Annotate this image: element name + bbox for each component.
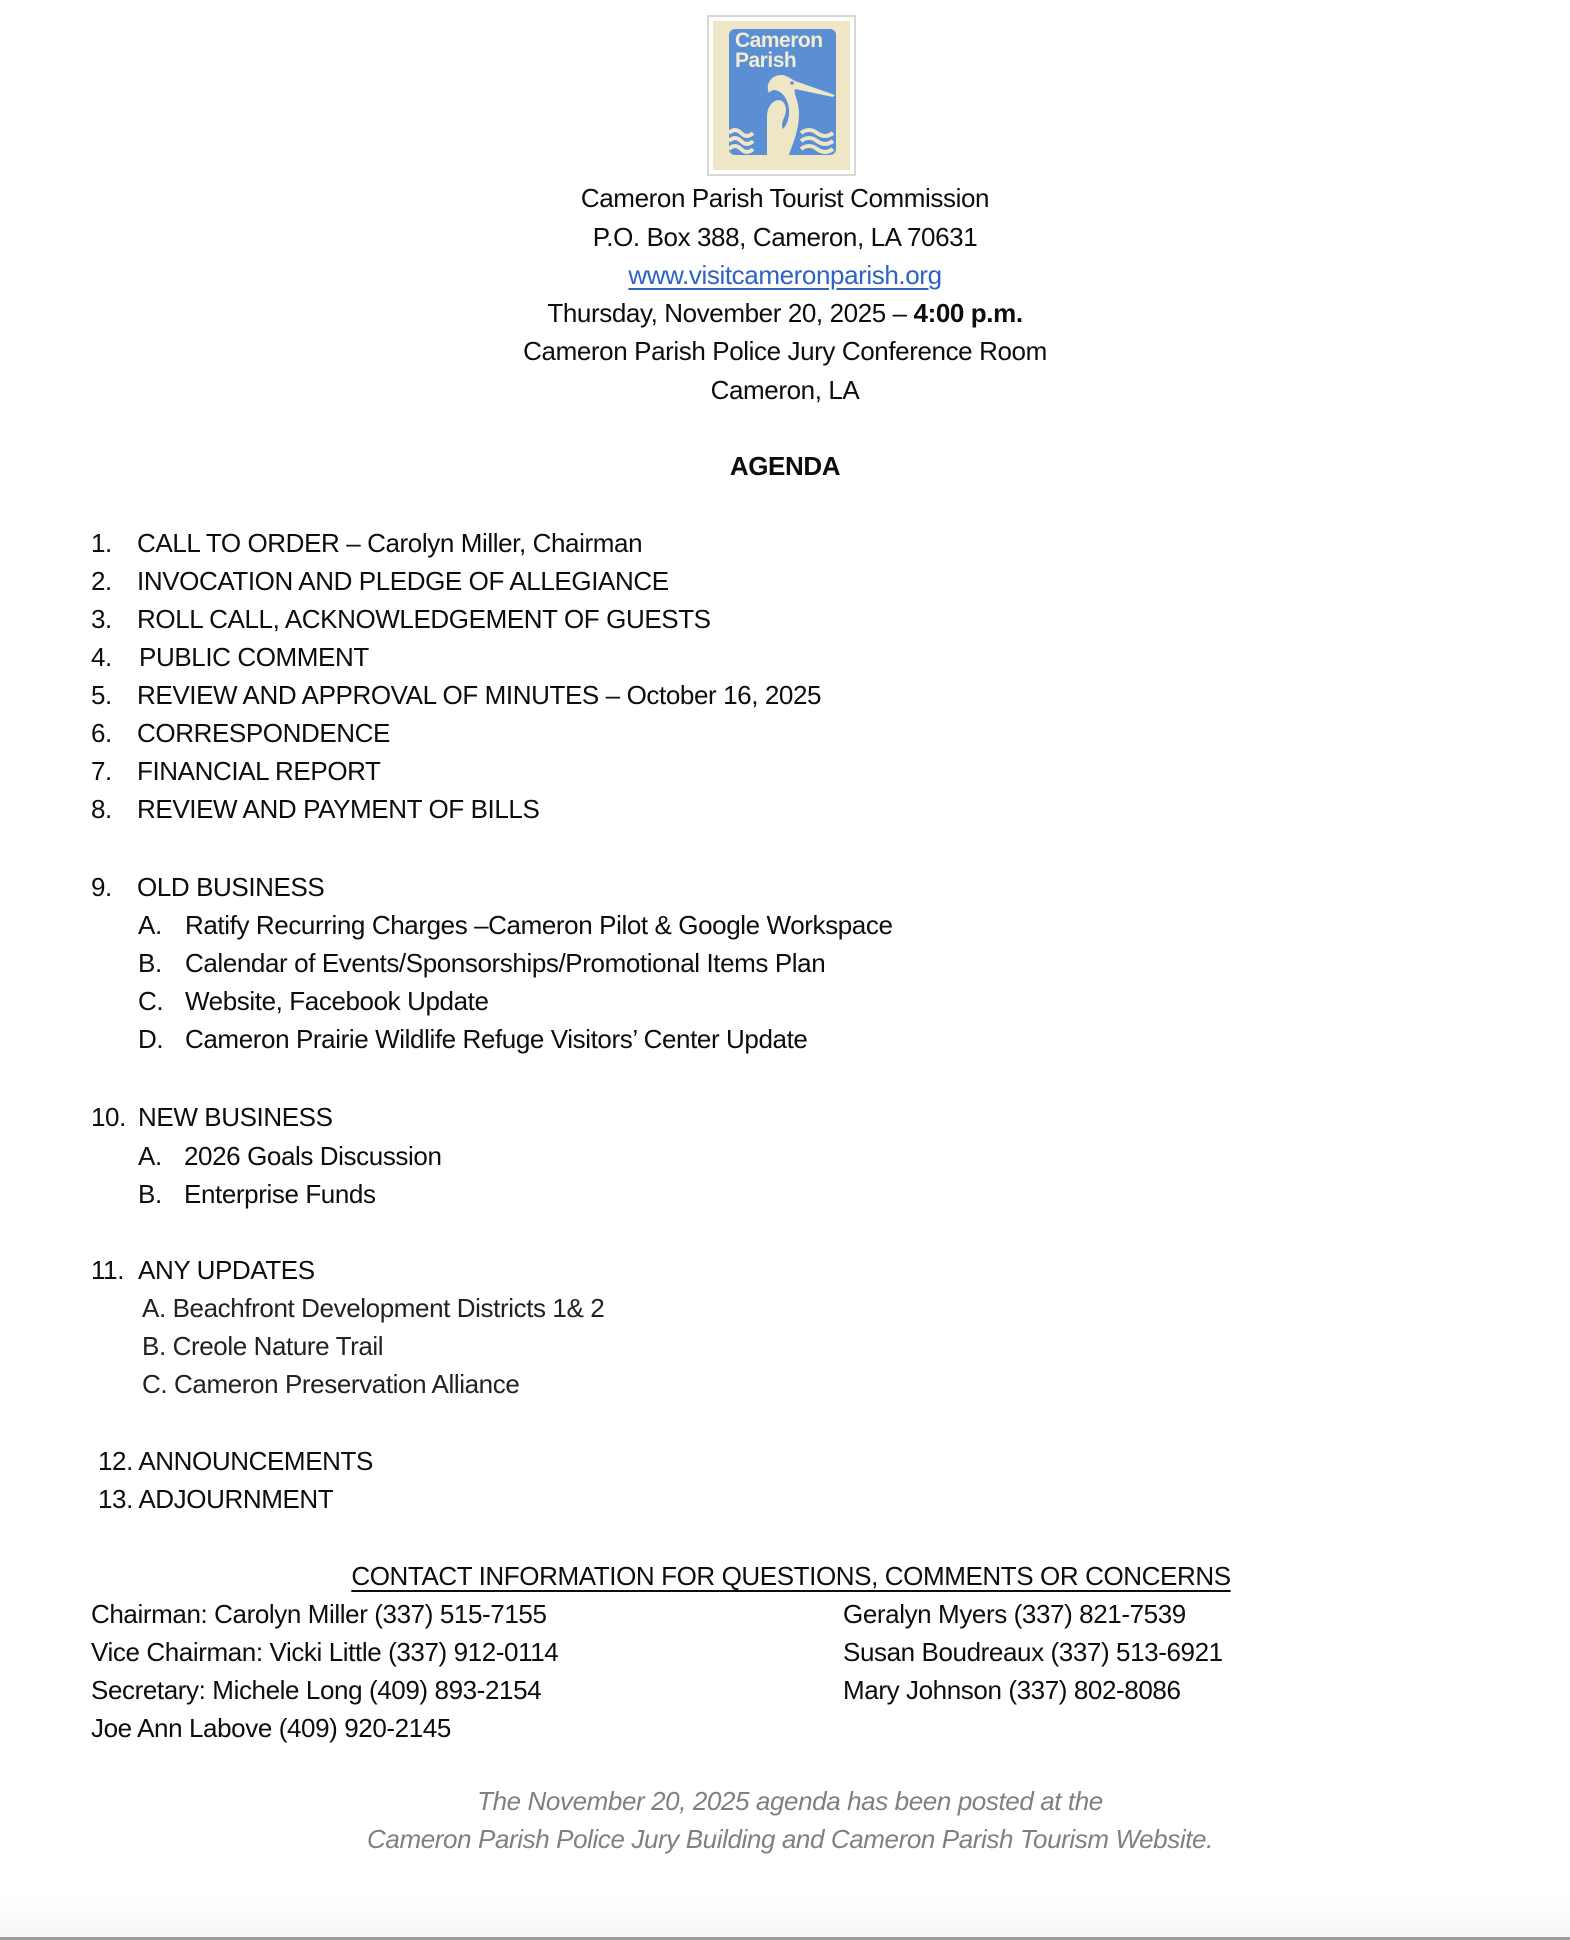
- meeting-time: 4:00 p.m.: [913, 298, 1023, 328]
- agenda-title: AGENDA: [729, 451, 841, 481]
- agenda-item: [91, 527, 1091, 559]
- agenda-item-new-business: [91, 1101, 1091, 1133]
- agenda-subitem: C. Cameron Preservation Alliance: [142, 1369, 520, 1399]
- contact-left-3: Joe Ann Labove (409) 920-2145: [91, 1713, 451, 1743]
- item-number: 4.: [91, 642, 112, 672]
- logo-blue-panel: [729, 29, 836, 155]
- agenda-subitem: [138, 1178, 1138, 1210]
- item-text: REVIEW AND PAYMENT OF BILLS: [137, 794, 540, 824]
- item-text: INVOCATION AND PLEDGE OF ALLEGIANCE: [137, 566, 669, 596]
- agenda-item: [91, 641, 1091, 673]
- organization-name: Cameron Parish Tourist Commission: [580, 183, 990, 213]
- agenda-subitem: [138, 1023, 1138, 1055]
- logo-text-line2: Parish: [735, 49, 797, 72]
- item-number: 6.: [91, 718, 112, 748]
- agenda-item: [91, 679, 1091, 711]
- website-line: [0, 259, 1570, 291]
- agenda-item: [91, 603, 1091, 635]
- item-text: CORRESPONDENCE: [137, 718, 390, 748]
- item-text: ANY UPDATES: [138, 1255, 315, 1285]
- agenda-subitem: B. Creole Nature Trail: [142, 1331, 384, 1361]
- subitem-letter: D.: [138, 1024, 164, 1054]
- subitem-text: Enterprise Funds: [184, 1179, 376, 1209]
- contact-left-0: Chairman: Carolyn Miller (337) 515-7155: [91, 1599, 547, 1629]
- agenda-subitem: [138, 1140, 1138, 1172]
- item-text: PUBLIC COMMENT: [139, 642, 369, 672]
- item-number: 5.: [91, 680, 112, 710]
- subitem-text: Calendar of Events/Sponsorships/Promotional Items Plan: [185, 948, 826, 978]
- subitem-text: Cameron Prairie Wildlife Refuge Visitors’ Center Update: [185, 1024, 808, 1054]
- contact-right-0: Geralyn Myers (337) 821-7539: [843, 1599, 1186, 1629]
- item-number: 12.: [98, 1446, 133, 1476]
- footer-line-2: Cameron Parish Police Jury Building and Cameron Parish Tourism Website.: [367, 1824, 1213, 1854]
- subitem-text: Ratify Recurring Charges –Cameron Pilot & Google Workspace: [185, 910, 893, 940]
- meeting-datetime: [0, 297, 1570, 329]
- meeting-city: Cameron, LA: [710, 375, 860, 405]
- subitem-letter: B.: [138, 948, 162, 978]
- agenda-subitem: A. Beachfront Development Districts 1& 2: [142, 1293, 605, 1323]
- item-number: 10.: [91, 1102, 126, 1132]
- agenda-item: [98, 1445, 373, 1477]
- item-text: ANNOUNCEMENTS: [138, 1446, 373, 1476]
- subitem-letter: C.: [138, 986, 164, 1016]
- agenda-item-old-business: [91, 871, 1091, 903]
- contact-left-2: Secretary: Michele Long (409) 893-2154: [91, 1675, 542, 1705]
- meeting-date: Thursday, November 20, 2025 –: [547, 298, 914, 328]
- footer-line-1: The November 20, 2025 agenda has been posted at the: [477, 1786, 1103, 1816]
- agenda-item: [98, 1483, 333, 1515]
- item-text: FINANCIAL REPORT: [137, 756, 381, 786]
- item-number: 8.: [91, 794, 112, 824]
- item-text: ADJOURNMENT: [138, 1484, 334, 1514]
- item-number: 13.: [98, 1484, 133, 1514]
- contact-right-1: Susan Boudreaux (337) 513-6921: [843, 1637, 1223, 1667]
- agenda-item: [91, 717, 1091, 749]
- subitem-letter: B.: [138, 1179, 162, 1209]
- item-text: REVIEW AND APPROVAL OF MINUTES – October 16, 2025: [137, 680, 822, 710]
- contact-left-1: Vice Chairman: Vicki Little (337) 912-0114: [91, 1637, 559, 1667]
- egret-icon: [729, 29, 836, 155]
- subitem-text: Website, Facebook Update: [185, 986, 489, 1016]
- logo-text-line1: Cameron: [735, 29, 823, 52]
- cameron-parish-logo: [707, 15, 856, 176]
- agenda-subitem: [138, 985, 1138, 1017]
- subitem-letter: A.: [138, 910, 162, 940]
- item-text: OLD BUSINESS: [137, 872, 325, 902]
- address: P.O. Box 388, Cameron, LA 70631: [592, 222, 978, 252]
- contact-heading: CONTACT INFORMATION FOR QUESTIONS, COMMENTS OR CONCERNS: [351, 1561, 1231, 1591]
- subitem-letter: A.: [138, 1141, 162, 1171]
- agenda-item: [91, 793, 1091, 825]
- item-text: NEW BUSINESS: [138, 1102, 333, 1132]
- agenda-subitem: [138, 909, 1138, 941]
- item-number: 7.: [91, 756, 112, 786]
- meeting-venue: Cameron Parish Police Jury Conference Room: [523, 336, 1047, 366]
- item-text: CALL TO ORDER – Carolyn Miller, Chairman: [137, 528, 643, 558]
- contact-right-2: Mary Johnson (337) 802-8086: [843, 1675, 1181, 1705]
- agenda-subitem: [138, 947, 1138, 979]
- agenda-item: [91, 755, 1091, 787]
- item-text: ROLL CALL, ACKNOWLEDGEMENT OF GUESTS: [137, 604, 711, 634]
- website-link[interactable]: www.visitcameronparish.org: [628, 260, 942, 290]
- item-number: 1.: [91, 528, 112, 558]
- item-number: 11.: [91, 1255, 125, 1285]
- subitem-text: 2026 Goals Discussion: [184, 1141, 442, 1171]
- agenda-item: [91, 565, 1091, 597]
- item-number: 2.: [91, 566, 112, 596]
- agenda-item-any-updates: [91, 1254, 1091, 1286]
- item-number: 3.: [91, 604, 112, 634]
- page-bottom-shade: [0, 1897, 1570, 1937]
- item-number: 9.: [91, 872, 112, 902]
